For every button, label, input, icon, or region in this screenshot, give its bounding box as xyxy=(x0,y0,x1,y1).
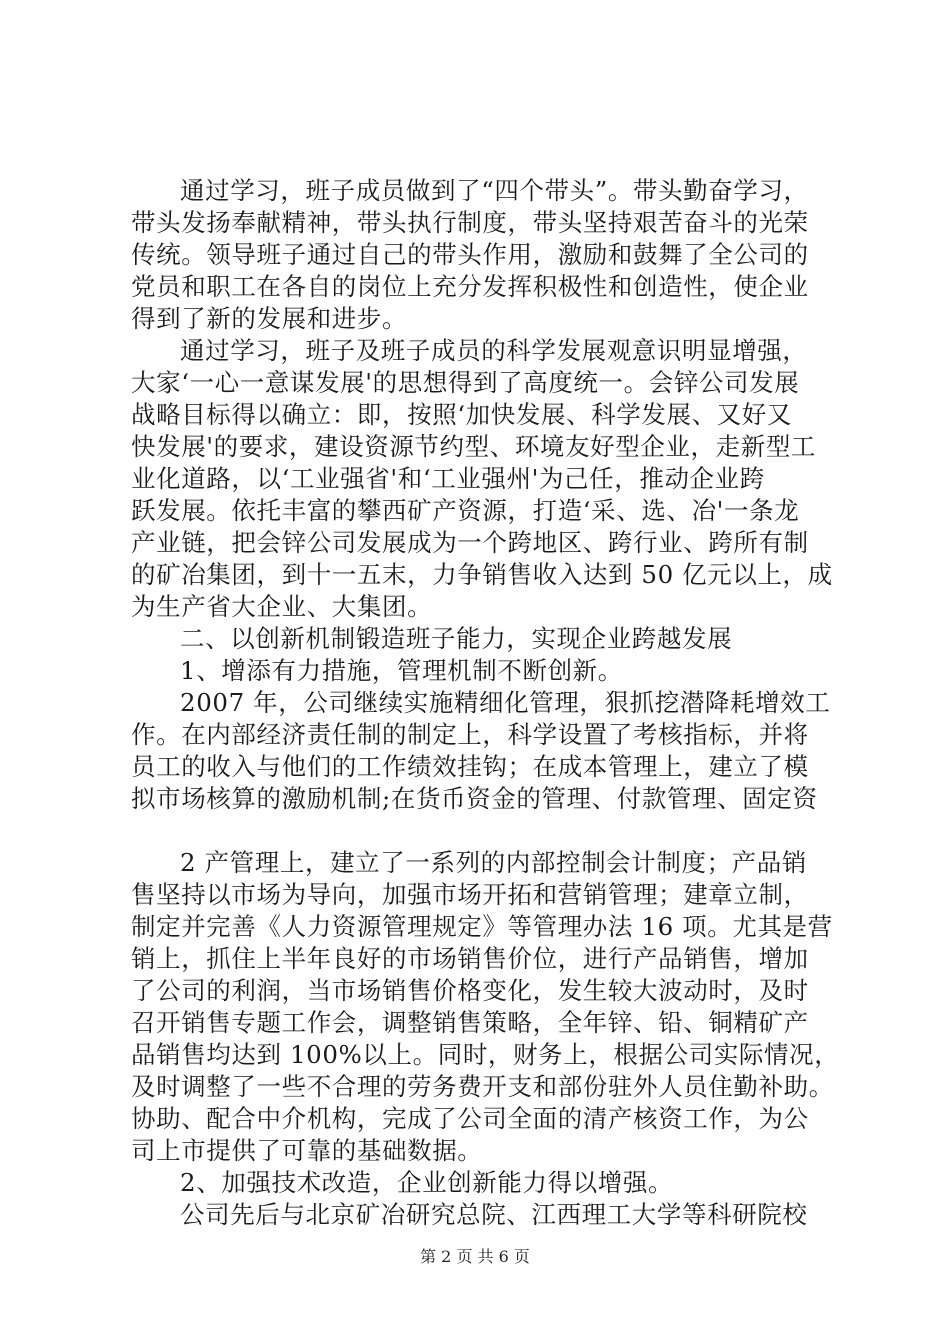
paragraph-line: 召开销售专题工作会，调整销售策略，全年锌、铅、铜精矿产 xyxy=(131,1008,809,1037)
paragraph-line: 拟市场核算的激励机制;在货币资金的管理、付款管理、固定资 xyxy=(131,784,818,813)
paragraph-line: 党员和职工在各自的岗位上充分发挥积极性和创造性，使企业 xyxy=(131,272,809,301)
paragraph-line: 产业链，把会锌公司发展成为一个跨地区、跨行业、跨所有制 xyxy=(131,528,809,557)
subsection-heading: 2、加强技术改造，企业创新能力得以增强。 xyxy=(180,1168,674,1197)
paragraph-line: 带头发扬奉献精神，带头执行制度，带头坚持艰苦奋斗的光荣 xyxy=(131,208,809,237)
paragraph-line: 战略目标得以确立：即，按照‘加快发展、科学发展、又好又 xyxy=(131,400,792,429)
paragraph-line: 大家‘一心一意谋发展'的思想得到了高度统一。会锌公司发展 xyxy=(131,368,800,397)
paragraph-line: 为生产省大企业、大集团。 xyxy=(131,592,433,621)
subsection-heading: 1、增添有力措施，管理机制不断创新。 xyxy=(180,656,623,685)
paragraph-line: 快发展'的要求，建设资源节约型、环境友好型企业，走新型工 xyxy=(131,432,817,461)
paragraph-line: 跃发展。依托丰富的攀西矿产资源，打造‘采、选、冶'一条龙 xyxy=(131,496,800,525)
paragraph-line: 协助、配合中介机构，完成了公司全面的清产核资工作，为公 xyxy=(131,1104,809,1133)
paragraph-line: 员工的收入与他们的工作绩效挂钩；在成本管理上，建立了模 xyxy=(131,752,809,781)
paragraph-line: 司上市提供了可靠的基础数据。 xyxy=(131,1136,483,1165)
paragraph-line: 作。在内部经济责任制的制定上，科学设置了考核指标，并将 xyxy=(131,720,809,749)
page-number-footer: 第 2 页 共 6 页 xyxy=(420,1247,530,1266)
paragraph-line: 通过学习，班子及班子成员的科学发展观意识明显增强， xyxy=(180,336,808,365)
paragraph-line: 及时调整了一些不合理的劳务费开支和部份驻外人员住勤补助。 xyxy=(131,1072,834,1101)
paragraph-line: 2007 年，公司继续实施精细化管理，狠抓挖潜降耗增效工 xyxy=(180,688,831,717)
paragraph-line: 得到了新的发展和进步。 xyxy=(131,304,408,333)
paragraph-line: 业化道路，以‘工业强省'和‘工业强州'为己任，推动企业跨 xyxy=(131,464,765,493)
paragraph-line: 传统。领导班子通过自己的带头作用，激励和鼓舞了全公司的 xyxy=(131,240,809,269)
paragraph-line: 售坚持以市场为导向，加强市场开拓和营销管理；建章立制， xyxy=(131,880,809,909)
paragraph-line: 品销售均达到 100%以上。同时，财务上，根据公司实际情况， xyxy=(131,1040,840,1069)
paragraph-line: 销上，抓住上半年良好的市场销售价位，进行产品销售，增加 xyxy=(131,944,809,973)
paragraph-line: 公司先后与北京矿冶研究总院、江西理工大学等科研院校 xyxy=(180,1200,808,1229)
paragraph-line: 通过学习，班子成员做到了“四个带头”。带头勤奋学习， xyxy=(180,176,809,205)
paragraph-line: 2 产管理上，建立了一系列的内部控制会计制度；产品销 xyxy=(180,848,807,877)
paragraph-line: 的矿冶集团，到十一五末，力争销售收入达到 50 亿元以上，成 xyxy=(131,560,833,589)
section-heading: 二、以创新机制锻造班子能力，实现企业跨越发展 xyxy=(180,624,733,653)
paragraph-line: 了公司的利润，当市场销售价格变化，发生较大波动时，及时 xyxy=(131,976,809,1005)
paragraph-line: 制定并完善《人力资源管理规定》等管理办法 16 项。尤其是营 xyxy=(131,912,833,941)
